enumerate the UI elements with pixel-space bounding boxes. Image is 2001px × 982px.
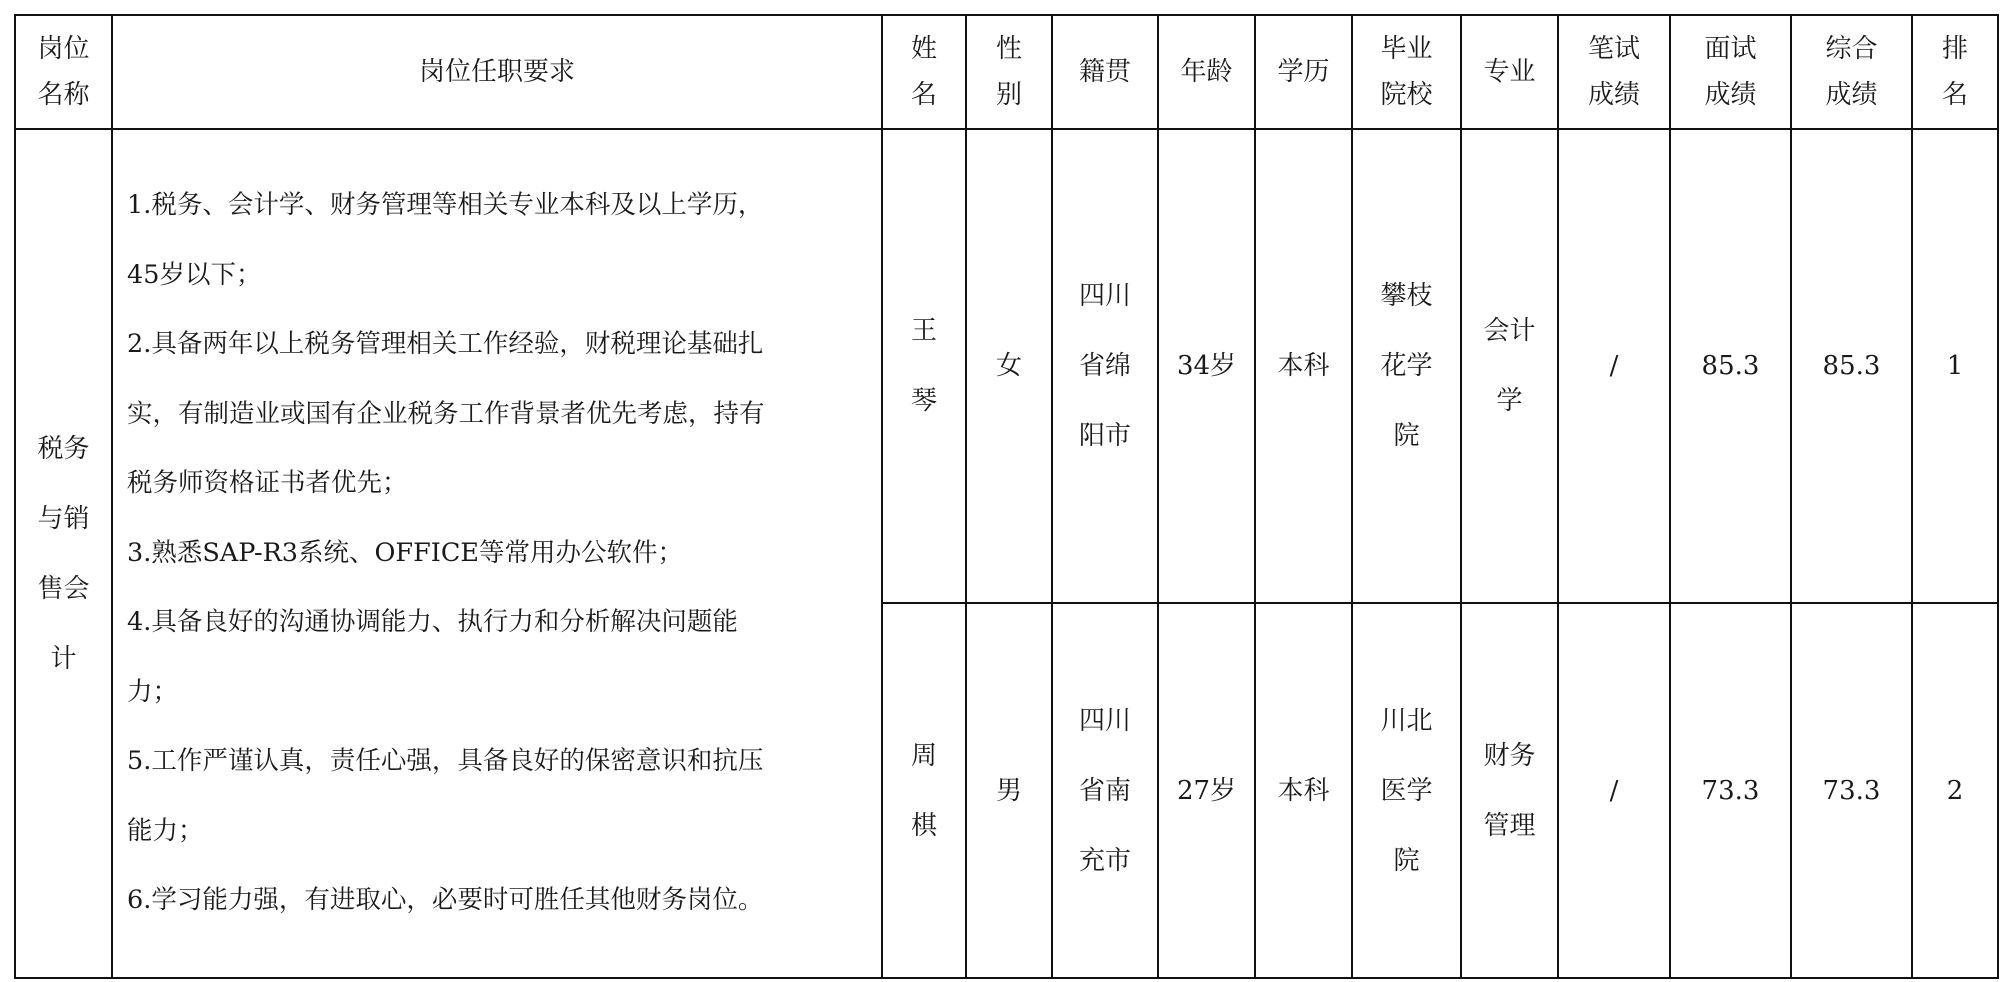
header-school-line2: 院校 (1380, 80, 1433, 110)
candidate-major: 财务管理 (1483, 740, 1536, 841)
candidate-major-cell (1461, 129, 1558, 603)
candidate-interview-score: 85.3 (1670, 129, 1791, 603)
candidate-native-place-cell (1052, 603, 1158, 978)
candidate-age: 34岁 (1158, 129, 1255, 603)
header-name-line1: 姓 (910, 34, 937, 64)
header-rank-line1: 排 (1941, 34, 1968, 64)
header-education: 学历 (1255, 15, 1352, 129)
header-written-line1: 笔试 (1587, 34, 1640, 64)
requirement-line: 2.具备两年以上税务管理相关工作经验，财税理论基础扎 (127, 329, 764, 360)
candidate-name: 王琴 (910, 316, 937, 416)
header-gender-line1: 性 (995, 34, 1022, 64)
table-row (15, 129, 1998, 603)
requirement-line: 45岁以下； (127, 259, 262, 290)
header-school (1352, 15, 1461, 129)
candidate-education: 本科 (1255, 129, 1352, 603)
header-major: 专业 (1461, 15, 1558, 129)
candidate-total-score: 73.3 (1791, 603, 1912, 978)
header-interview-score (1670, 15, 1791, 129)
header-written-score (1558, 15, 1670, 129)
requirements-cell (112, 129, 882, 978)
candidate-major: 会计学 (1483, 316, 1536, 416)
header-gender (966, 15, 1052, 129)
header-written-line2: 成绩 (1587, 80, 1640, 110)
requirement-line: 6.学习能力强，有进取心，必要时可胜任其他财务岗位。 (127, 885, 764, 916)
candidate-total-score: 85.3 (1791, 129, 1912, 603)
header-post-name (15, 15, 112, 129)
post-name: 税务与销售会计 (37, 433, 90, 674)
header-rank-line2: 名 (1941, 80, 1968, 110)
candidate-school: 攀枝花学院 (1380, 281, 1433, 451)
requirement-line: 实，有制造业或国有企业税务工作背景者优先考虑，持有 (127, 398, 765, 429)
requirement-line: 能力； (127, 815, 204, 846)
header-school-line1: 毕业 (1380, 34, 1433, 64)
header-native-place: 籍贯 (1052, 15, 1158, 129)
header-age: 年龄 (1158, 15, 1255, 129)
candidate-name-cell (882, 603, 966, 978)
candidate-age: 27岁 (1158, 603, 1255, 978)
candidate-gender: 女 (966, 129, 1052, 603)
candidate-school-cell (1352, 603, 1461, 978)
candidate-native-place: 四川省南充市 (1078, 705, 1131, 876)
header-total-line2: 成绩 (1825, 80, 1878, 110)
header-name-line2: 名 (910, 80, 937, 110)
requirement-line: 力； (127, 676, 179, 707)
requirement-line: 5.工作严谨认真，责任心强，具备良好的保密意识和抗压 (127, 746, 764, 777)
candidate-written-score: / (1558, 129, 1670, 603)
candidate-name-cell (882, 129, 966, 603)
header-rank (1912, 15, 1998, 129)
candidate-school-cell (1352, 129, 1461, 603)
requirement-line: 4.具备良好的沟通协调能力、执行力和分析解决问题能 (127, 607, 738, 638)
candidate-education: 本科 (1255, 603, 1352, 978)
header-post-name-line1: 岗位 (37, 34, 90, 64)
header-total-score (1791, 15, 1912, 129)
header-gender-line2: 别 (995, 80, 1022, 110)
candidate-school: 川北医学院 (1380, 705, 1433, 876)
header-row (15, 15, 1998, 129)
candidate-gender: 男 (966, 603, 1052, 978)
header-requirements: 岗位任职要求 (112, 15, 882, 129)
candidate-native-place-cell (1052, 129, 1158, 603)
header-interview-line1: 面试 (1704, 34, 1757, 64)
header-name (882, 15, 966, 129)
header-interview-line2: 成绩 (1704, 80, 1757, 110)
header-total-line1: 综合 (1825, 34, 1878, 64)
requirement-line: 税务师资格证书者优先； (127, 468, 408, 499)
header-post-name-line2: 名称 (37, 80, 90, 110)
candidate-interview-score: 73.3 (1670, 603, 1791, 978)
candidate-rank: 2 (1912, 603, 1998, 978)
candidate-written-score: / (1558, 603, 1670, 978)
candidate-name: 周棋 (910, 740, 937, 841)
post-name-cell (15, 129, 112, 978)
candidate-rank: 1 (1912, 129, 1998, 603)
candidate-major-cell (1461, 603, 1558, 978)
requirement-line: 1.税务、会计学、财务管理等相关专业本科及以上学历， (127, 190, 764, 221)
results-table (14, 14, 1999, 979)
requirement-line: 3.熟悉SAP-R3系统、OFFICE等常用办公软件； (127, 537, 684, 568)
candidate-native-place: 四川省绵阳市 (1078, 281, 1131, 451)
